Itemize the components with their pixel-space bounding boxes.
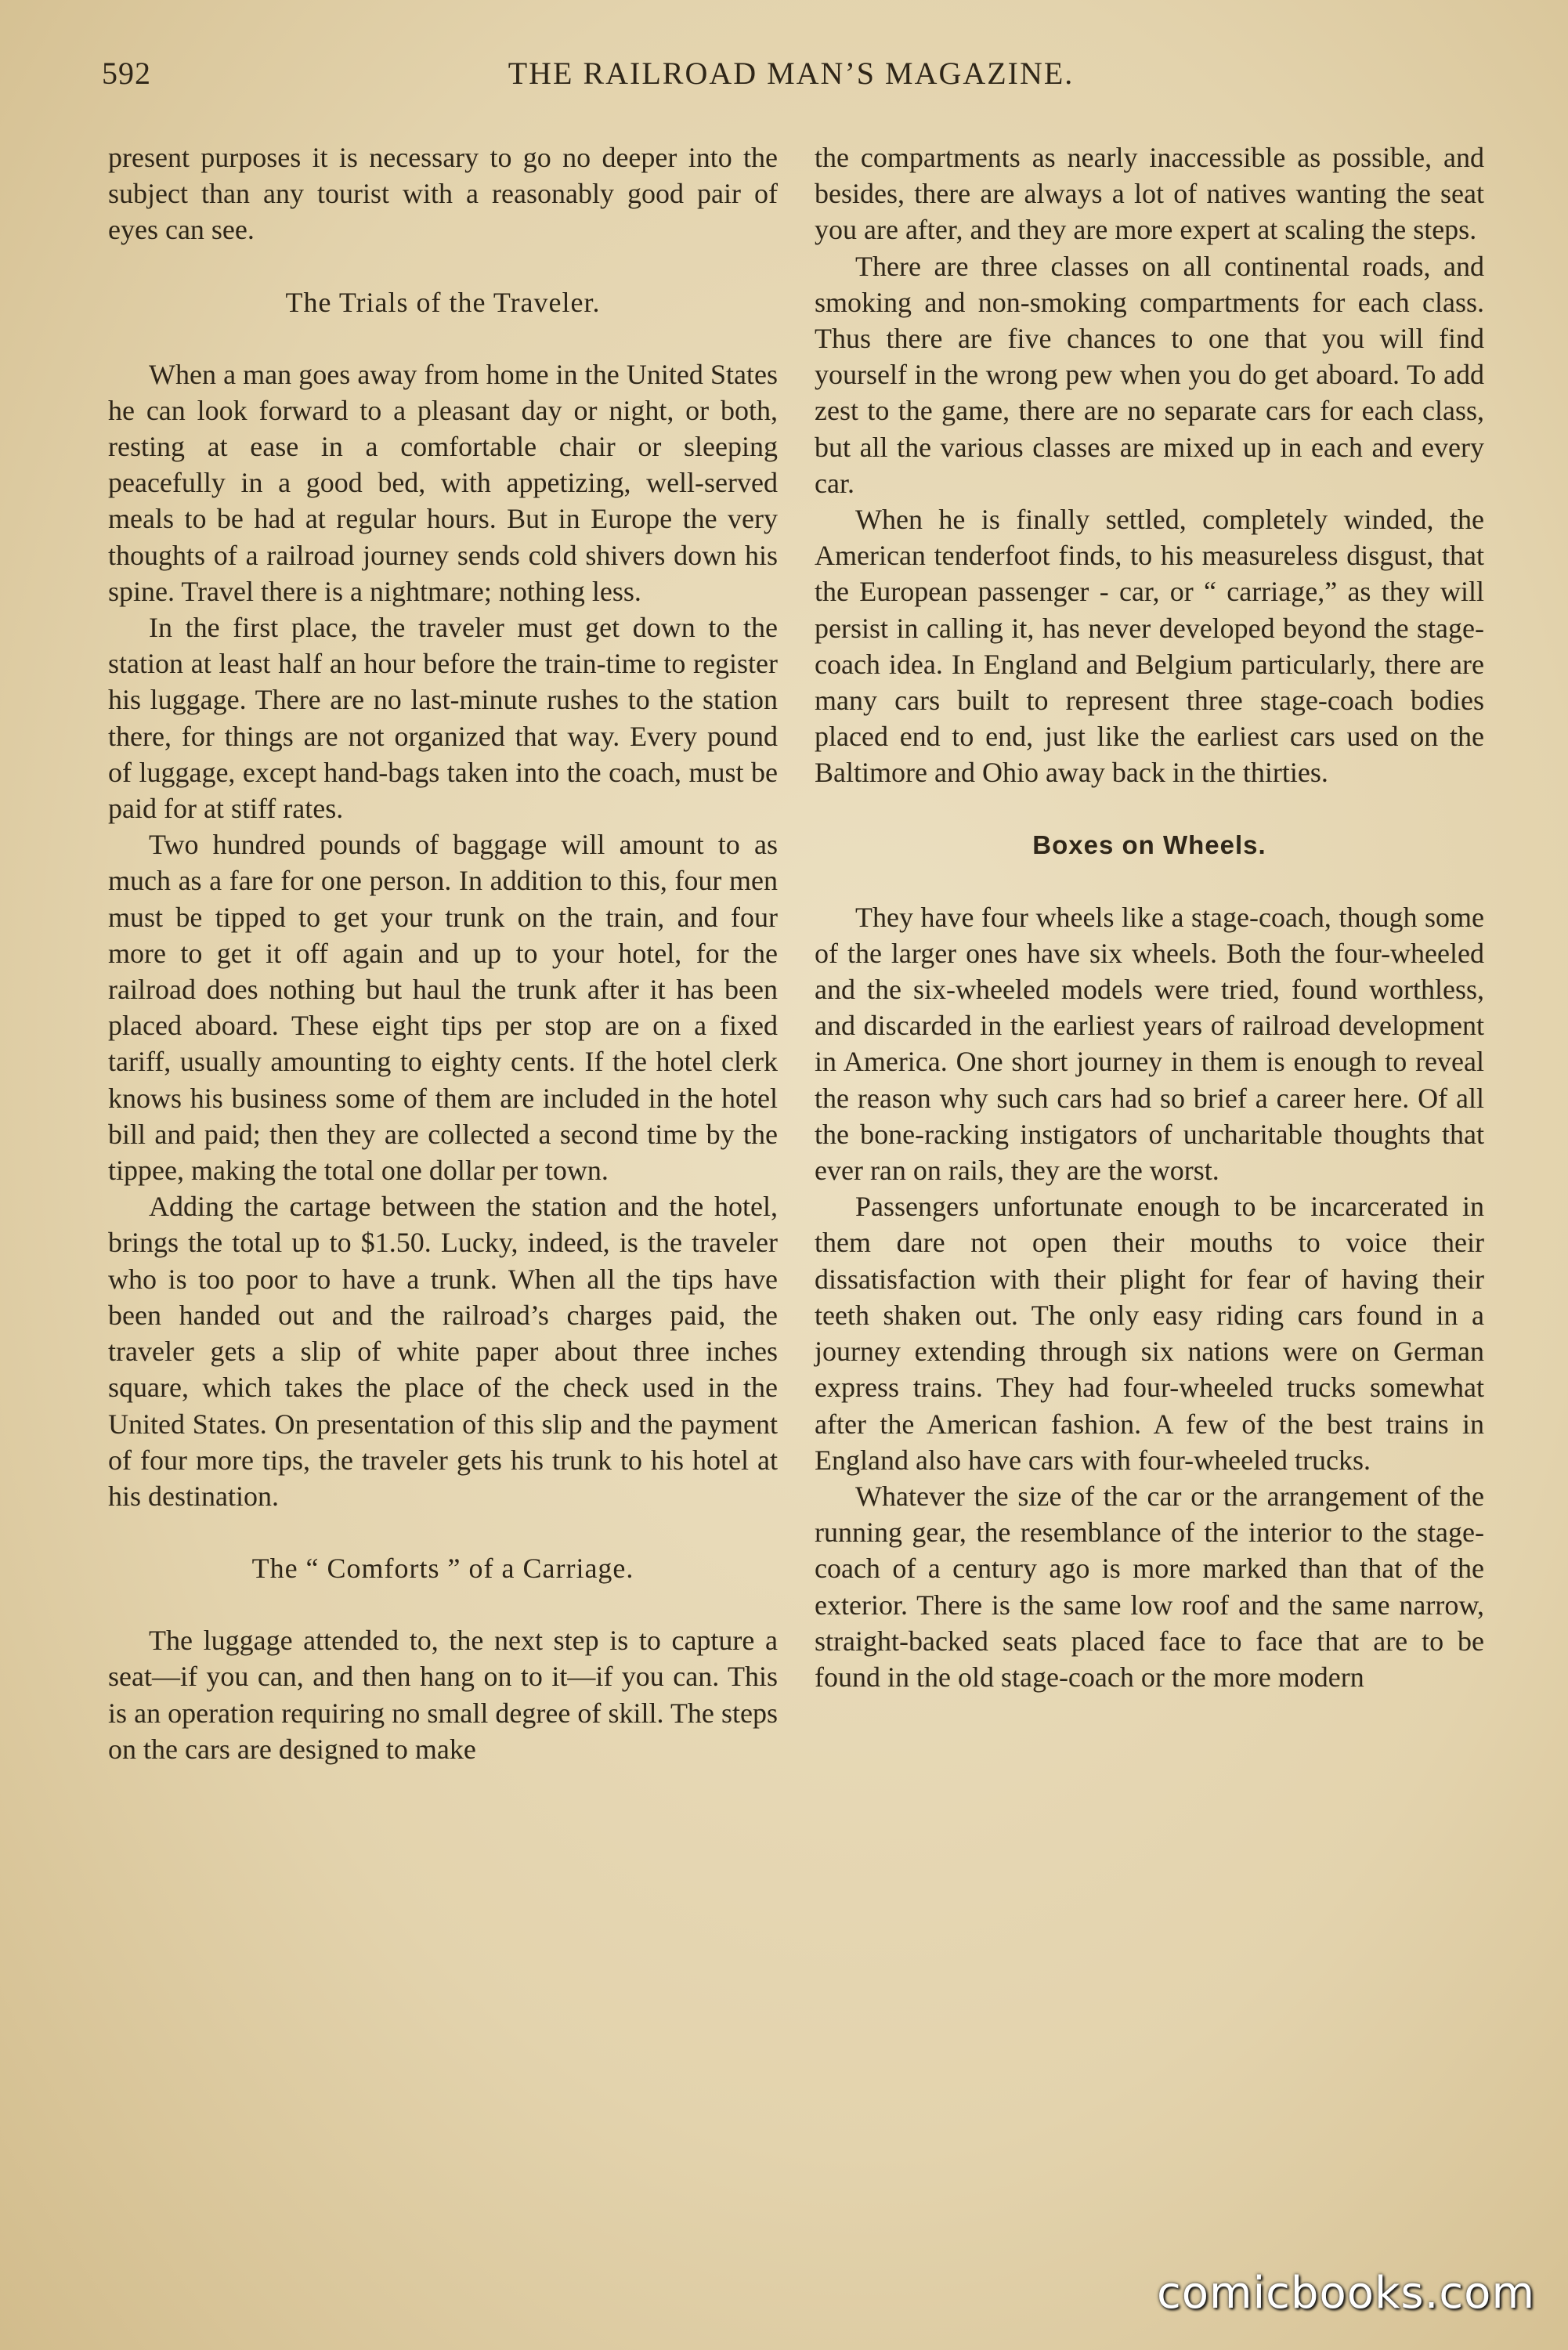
paragraph: They have four wheels like a stage-coach, though some of the larger ones have six wheels. Both the four-wheeled and the six-wheeled models were tried, found worthless, and discarded in the earliest years of railroad development in America. One short journey in them is enough to reveal the reason why such cars had so brief a career here. Of all the bone-racking instigators of uncharitable thoughts that ever ran on rails, they are the worst. (815, 901, 1484, 1187)
paragraph: Whatever the size of the car or the arrangement of the running gear, the resemblance of the interior to the stage-coach of a century ago is more marked than that of the exterior. There is the same low roof and the same narrow, straight-backed seats placed face to face that are to be found in the old stage-coach or the more modern (815, 1480, 1484, 1693)
paragraph: Two hundred pounds of baggage will amount to as much as a fare for one person. In addition to this, four men must be tipped to get your trunk on the train, and four more to get it off again and up to your hotel, for the railroad does nothing but haul the trunk after it has been placed aboard. These eight tips per stop are on a fixed tariff, usually amounting to eighty cents. If the hotel clerk knows his business some of them are included in the hotel bill and paid; then they are collected a second time by the tippee, making the total one dollar per town. (108, 829, 778, 1187)
section-heading: The “ Comforts ” of a Carriage. (251, 1553, 634, 1585)
paragraph: In the first place, the traveler must get down to the station at least half an hour before the train-time to register his luggage. There are no last-minute rushes to the station there, for things are not organized that way. Every pound of luggage, except hand-bags taken into the coach, must be paid for at stiff rates. (108, 612, 778, 825)
running-head: THE RAILROAD MAN’S MAGAZINE. (508, 56, 1075, 91)
watermark-logo: comicbooks.com (1156, 2268, 1535, 2319)
paragraph: When a man goes away from home in the United States he can look forward to a pleasant day or night, or both, resting at ease in a comfortable chair or sleeping peacefully in a good bed, with appetizing, well-served meals to be had at regular hours. But in Europe the very thoughts of a railroad journey sends cold shivers down his spine. Travel there is a nightmare; nothing less. (108, 358, 778, 607)
paragraph: the compartments as nearly inaccessible as possible, and besides, there are always a lot of natives wanting the seat you are after, and they are more expert at scaling the steps. (815, 142, 1484, 246)
section-heading: Boxes on Wheels. (1032, 830, 1266, 859)
right-column (815, 139, 1484, 1695)
page-header (102, 55, 1480, 110)
paragraph: Adding the cartage between the station and the hotel, brings the total up to $1.50. Lucky, indeed, is the traveler who is too poor to have a trunk. When all the tips have been handed out and the railroad’s charges paid, the traveler gets a slip of white paper about three inches square, which takes the place of the check used in the United States. On presentation of this slip and the payment of four more tips, the traveler gets his trunk to his hotel at his destination. (108, 1191, 778, 1512)
left-column (108, 139, 778, 1767)
section-heading: The Trials of the Traveler. (285, 286, 601, 318)
paragraph: Passengers unfortunate enough to be incarcerated in them dare not open their mouths to voice their dissatisfaction with their plight for fear of having their teeth shaken out. The only easy riding cars found in a journey extending through six nations were on German express trains. They had four-wheeled trucks somewhat after the American fashion. A few of the best trains in England also have cars with four-wheeled trucks. (815, 1191, 1484, 1476)
paragraph: present purposes it is necessary to go no deeper into the subject than any tourist with a reasonably good pair of eyes can see. (108, 142, 778, 246)
paragraph: There are three classes on all continental roads, and smoking and non-smoking compartments for each class. Thus there are five chances to one that you will find yourself in the wrong pew when you do get aboard. To add zest to the game, there are no separate cars for each class, but all the various classes are mixed up in each and every car. (815, 250, 1484, 499)
paragraph: When he is finally settled, completely winded, the American tenderfoot finds, to his measureless disgust, that the European passenger - car, or “ carriage,” as they will persist in calling it, has never developed beyond the stage-coach idea. In England and Belgium particularly, there are many cars built to represent three stage-coach bodies placed end to end, just like the earliest cars used on the Baltimore and Ohio away back in the thirties. (815, 504, 1484, 789)
page-number: 592 (102, 56, 151, 91)
paragraph: The luggage attended to, the next step is to capture a seat—if you can, and then hang on to it—if you can. This is an operation requiring no small degree of skill. The steps on the cars are designed to make (108, 1625, 778, 1765)
